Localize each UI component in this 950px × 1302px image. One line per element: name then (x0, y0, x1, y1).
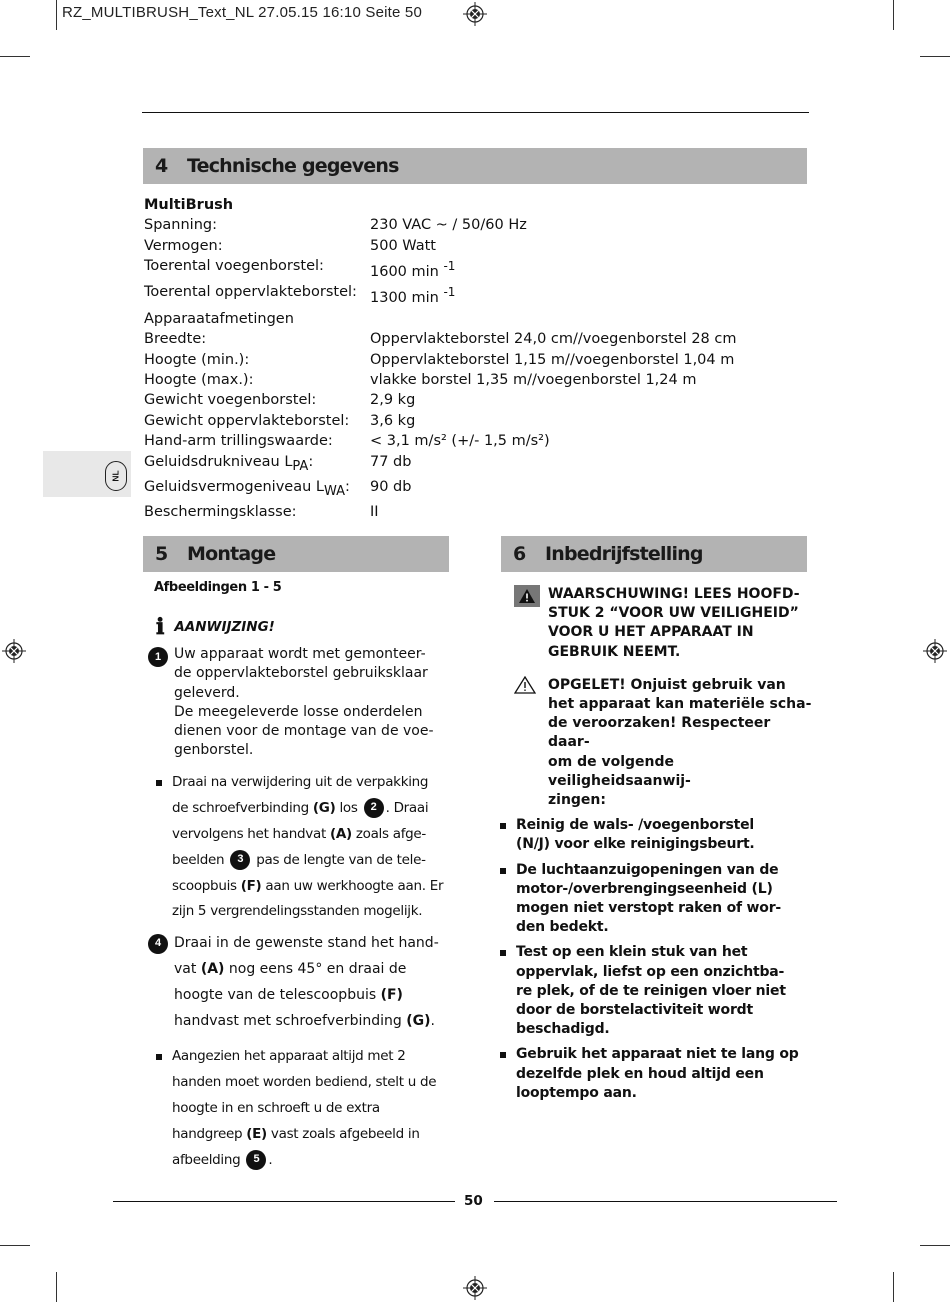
spec-row (144, 370, 736, 390)
section-6-heading (501, 536, 807, 572)
spec-subscript: PA (292, 458, 309, 474)
spec-row (144, 452, 736, 477)
hint-label: AANWIJZING! (174, 618, 275, 635)
text-run: zoals afge-beelden (172, 826, 427, 868)
hint (144, 614, 444, 641)
language-badge (105, 461, 127, 491)
list-item-text: Test op een klein stuk van het oppervlak, liefst op een onzichtba- re plek, of de te reinigen vloer niet door de borstelactiviteit wordt beschadigd. (516, 944, 786, 1038)
bullet-square-icon (500, 950, 506, 956)
spec-label: Gewicht oppervlakteborstel: (144, 412, 350, 429)
bullet-square-icon (500, 823, 506, 829)
list-item (144, 1044, 444, 1173)
spec-label-colon: : (308, 453, 314, 470)
info-icon: ℹ (156, 614, 165, 641)
part-label: (G) (406, 1012, 431, 1029)
spec-label: Gewicht voegenborstel: (144, 392, 317, 409)
spec-label: Breedte: (144, 331, 207, 348)
crop-mark (0, 56, 30, 57)
text-run: nog eens 45° en draai de hoogte van de telescoopbuis (174, 961, 407, 1003)
list-item-text (172, 770, 444, 925)
text-run: . (268, 1151, 273, 1168)
spec-row (144, 390, 736, 410)
footer-rule-right (494, 1201, 837, 1202)
montage-content (144, 578, 444, 1173)
registration-mark-icon (463, 2, 487, 26)
step-number-badge: 1 (148, 647, 168, 667)
spec-value: 3,6 kg (370, 412, 416, 429)
spec-exponent: -1 (443, 259, 456, 274)
spec-label (144, 477, 370, 502)
step-text (174, 931, 444, 1034)
crop-mark (56, 0, 57, 30)
spec-value (370, 282, 455, 308)
list-item-text: Reinig de wals- /voegenborstel (N/J) voor elke reinigingsbeurt. (516, 817, 755, 853)
caution-icon (514, 676, 540, 810)
spec-row (144, 502, 736, 522)
spec-value: vlakke borstel 1,35 m//voegenborstel 1,24 m (370, 371, 697, 388)
text-run: Draai in de gewenste stand het hand-vat (174, 935, 439, 977)
list-item (498, 943, 812, 1039)
figure-number-badge: 3 (230, 850, 250, 870)
spec-row (144, 477, 736, 502)
section-number: 4 (155, 155, 168, 177)
text-run: Draai na verwijdering uit de verpakking de schroefverbinding (172, 774, 429, 817)
caution-block (512, 676, 812, 810)
bullet-square-icon (500, 1052, 506, 1058)
print-header: RZ_MULTIBRUSH_Text_NL 27.05.15 16:10 Seite 50 (62, 4, 423, 21)
crop-mark (56, 1272, 57, 1302)
page-number: 50 (464, 1193, 483, 1209)
text-run: handvast met schroefverbinding (174, 1012, 407, 1029)
spec-label (144, 452, 370, 477)
crop-mark (920, 56, 950, 57)
spec-label-text: Geluidsdrukniveau L (144, 453, 293, 470)
spec-label: Beschermingsklasse: (144, 504, 297, 521)
spec-label: Toerental oppervlakteborstel: (144, 284, 357, 301)
spec-row (144, 215, 736, 235)
spec-value: Oppervlakteborstel 24,0 cm//voegenborstel 28 cm (370, 331, 737, 348)
spec-exponent: -1 (443, 285, 456, 300)
registration-mark-icon (923, 639, 947, 663)
text-run: Aangezien het apparaat altijd met 2 handen moet worden bediend, stelt u de hoogte in en schroeft u de extra handgreep (172, 1048, 437, 1142)
spec-row (144, 309, 736, 329)
spec-row (144, 431, 736, 451)
spec-value (370, 256, 455, 282)
safety-list (498, 816, 812, 1103)
section-number: 6 (513, 543, 526, 565)
step-1 (144, 645, 444, 760)
bullet-square-icon (156, 1054, 162, 1060)
spec-label: Hoogte (max.): (144, 371, 254, 388)
bullet-square-icon (500, 868, 506, 874)
text-run: . Draai vervolgens het handvat (172, 800, 429, 843)
text-run: . (430, 1012, 435, 1029)
text-run: los (335, 800, 362, 817)
caution-text: OPGELET! Onjuist gebruik van het apparaat kan materiële scha- de veroorzaken! Respecteer daar- om de volgende veiligheidsaanwij- zingen: (548, 676, 812, 809)
spec-value: 230 VAC ~ / 50/60 Hz (370, 217, 527, 234)
section-title: Montage (187, 543, 276, 565)
crop-mark (920, 1245, 950, 1246)
section-number: 5 (155, 543, 168, 565)
part-label: (F) (380, 986, 403, 1003)
crop-mark (893, 0, 894, 30)
spec-label: Hoogte (min.): (144, 351, 250, 368)
spec-label: Spanning: (144, 217, 217, 234)
text-run: pas de lengte van de tele-scoopbuis (172, 851, 426, 894)
crop-mark (893, 1272, 894, 1302)
model-name: MultiBrush (144, 197, 234, 213)
language-label: NL (111, 470, 121, 482)
spec-label: Vermogen: (144, 237, 223, 254)
inbedrijfstelling-content (512, 585, 812, 1103)
spec-value: 2,9 kg (370, 392, 416, 409)
top-rule (142, 112, 809, 113)
list-item (498, 1045, 812, 1103)
figure-number-badge: 2 (364, 798, 384, 818)
list-item (498, 861, 812, 938)
footer-rule-left (113, 1201, 455, 1202)
spec-label-text: Geluidsvermogeniveau L (144, 478, 324, 495)
list-item-text (172, 1044, 444, 1173)
figure-reference: Afbeeldingen 1 - 5 (154, 580, 282, 595)
text-run: vast zoals afgebeeld in afbeelding (172, 1125, 420, 1168)
figure-number-badge: 5 (246, 1150, 266, 1170)
spec-value-text: 1600 min (370, 264, 439, 281)
section-title: Inbedrijfstelling (545, 543, 703, 565)
text-run: aan uw werkhoogte aan. Er zijn 5 vergrendelingsstanden mogelijk. (172, 877, 444, 920)
spec-row (144, 329, 736, 349)
list-item-text: Gebruik het apparaat niet te lang op dezelfde plek en houd altijd een looptempo aan. (516, 1046, 799, 1101)
spec-label: Hand-arm trillingswaarde: (144, 433, 333, 450)
spec-value: < 3,1 m/s² (+/- 1,5 m/s²) (370, 433, 550, 450)
warning-text: WAARSCHUWING! LEES HOOFD- STUK 2 “VOOR UW VEILIGHEID” VOOR U HET APPARAAT IN GEBRUIK NEEMT. (548, 586, 800, 660)
spec-subscript: WA (323, 483, 346, 499)
spec-label: Toerental voegenborstel: (144, 258, 324, 275)
spec-value: II (370, 504, 379, 521)
spec-value: 77 db (370, 453, 412, 470)
spec-value: Oppervlakteborstel 1,15 m//voegenborstel 1,04 m (370, 351, 735, 368)
step-text: Uw apparaat wordt met gemonteer- de oppervlakteborstel gebruiksklaar geleverd. De meegeleverde losse onderdelen dienen voor de montage van de voe- genborstel. (174, 646, 434, 759)
part-label: (E) (246, 1125, 267, 1142)
part-label: (F) (240, 877, 262, 894)
spec-value: 90 db (370, 478, 412, 495)
part-label: (G) (312, 800, 336, 817)
section-4-heading (143, 148, 807, 184)
step-4 (144, 931, 444, 1034)
spec-row (144, 236, 736, 256)
warning-block (512, 585, 812, 662)
part-label: (A) (200, 961, 225, 977)
list-item-text: De luchtaanzuigopeningen van de motor-/overbrengingseenheid (L) mogen niet verstopt raken of wor- den bedekt. (516, 861, 782, 936)
spec-row (144, 411, 736, 431)
spec-table (144, 195, 736, 523)
spec-row (144, 282, 736, 308)
section-title: Technische gegevens (187, 155, 399, 177)
spec-label: Apparaatafmetingen (144, 310, 294, 327)
spec-row (144, 350, 736, 370)
spec-value-text: 1300 min (370, 290, 439, 307)
part-label: (A) (329, 826, 352, 843)
list-item (144, 770, 444, 925)
spec-value: 500 Watt (370, 237, 436, 254)
crop-mark (0, 1245, 30, 1246)
step-number-badge: 4 (148, 934, 168, 954)
spec-label-colon: : (345, 478, 350, 495)
registration-mark-icon (2, 639, 26, 663)
spec-row (144, 256, 736, 282)
section-5-heading (143, 536, 449, 572)
bullet-square-icon (156, 780, 162, 786)
list-item (498, 816, 812, 854)
registration-mark-icon (463, 1276, 487, 1300)
warning-icon (514, 585, 540, 607)
